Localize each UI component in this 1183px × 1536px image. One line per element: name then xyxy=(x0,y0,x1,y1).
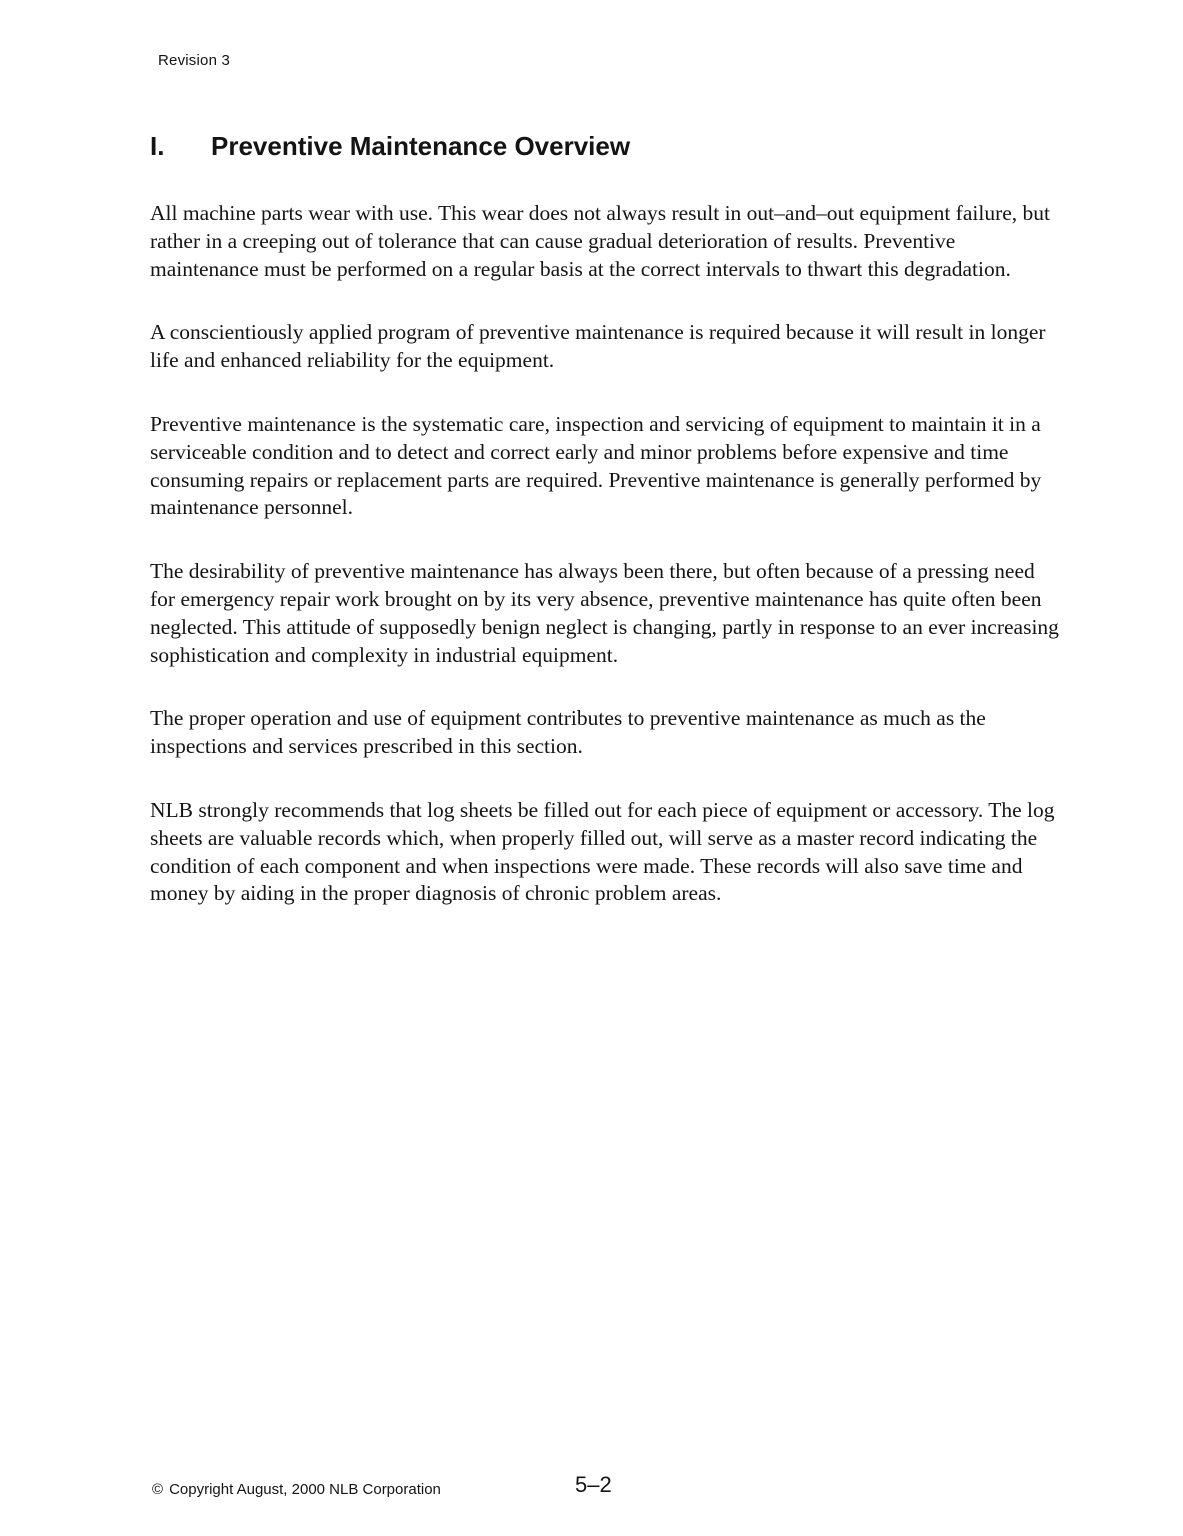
body-text xyxy=(150,200,1065,944)
section-title: Preventive Maintenance Overview xyxy=(211,131,631,161)
paragraph-2: A conscientiously applied program of preventive maintenance is required because it will result in longer life and enhanced reliability for the equipment. xyxy=(150,320,1046,373)
page-footer xyxy=(152,1472,652,1508)
paragraph-6: NLB strongly recommends that log sheets be filled out for each piece of equipment or accessory. The log sheets are valuable records which, when properly filled out, will serve as a master record indicating the condition of each component and when inspections were made. These records will also save time and money by aiding in the proper diagnosis of chronic problem areas. xyxy=(150,797,1055,906)
section-heading xyxy=(150,128,630,164)
copyright-icon: © xyxy=(152,1481,164,1498)
section-number: I. xyxy=(150,131,165,161)
copyright-text: Copyright August, 2000 NLB Corporation xyxy=(169,1481,441,1498)
paragraph-1: All machine parts wear with use. This wear does not always result in out–and–out equipment failure, but rather in a creeping out of tolerance that can cause gradual deterioration of results. Preventive maintenance must be performed on a regular basis at the correct intervals to thwart this degradation. xyxy=(150,201,1050,281)
copyright-notice xyxy=(152,1481,441,1498)
paragraph-5: The proper operation and use of equipment contributes to preventive maintenance as much as the inspections and services prescribed in this section. xyxy=(150,706,986,759)
paragraph-4: The desirability of preventive maintenance has always been there, but often because of a pressing need for emergency repair work brought on by its very absence, preventive maintenance has quite often been neglected. This attitude of supposedly benign neglect is changing, partly in response to an ever increasing sophistication and complexity in industrial equipment. xyxy=(150,559,1059,667)
revision-label: Revision 3 xyxy=(158,52,231,69)
paragraph-3: Preventive maintenance is the systematic care, inspection and servicing of equipment to maintain it in a serviceable condition and to detect and correct early and minor problems before expensive and time consuming repairs or replacement parts are required. Preventive maintenance is generally performed by maintenance personnel. xyxy=(150,411,1042,520)
page-number: 5–2 xyxy=(575,1472,612,1497)
